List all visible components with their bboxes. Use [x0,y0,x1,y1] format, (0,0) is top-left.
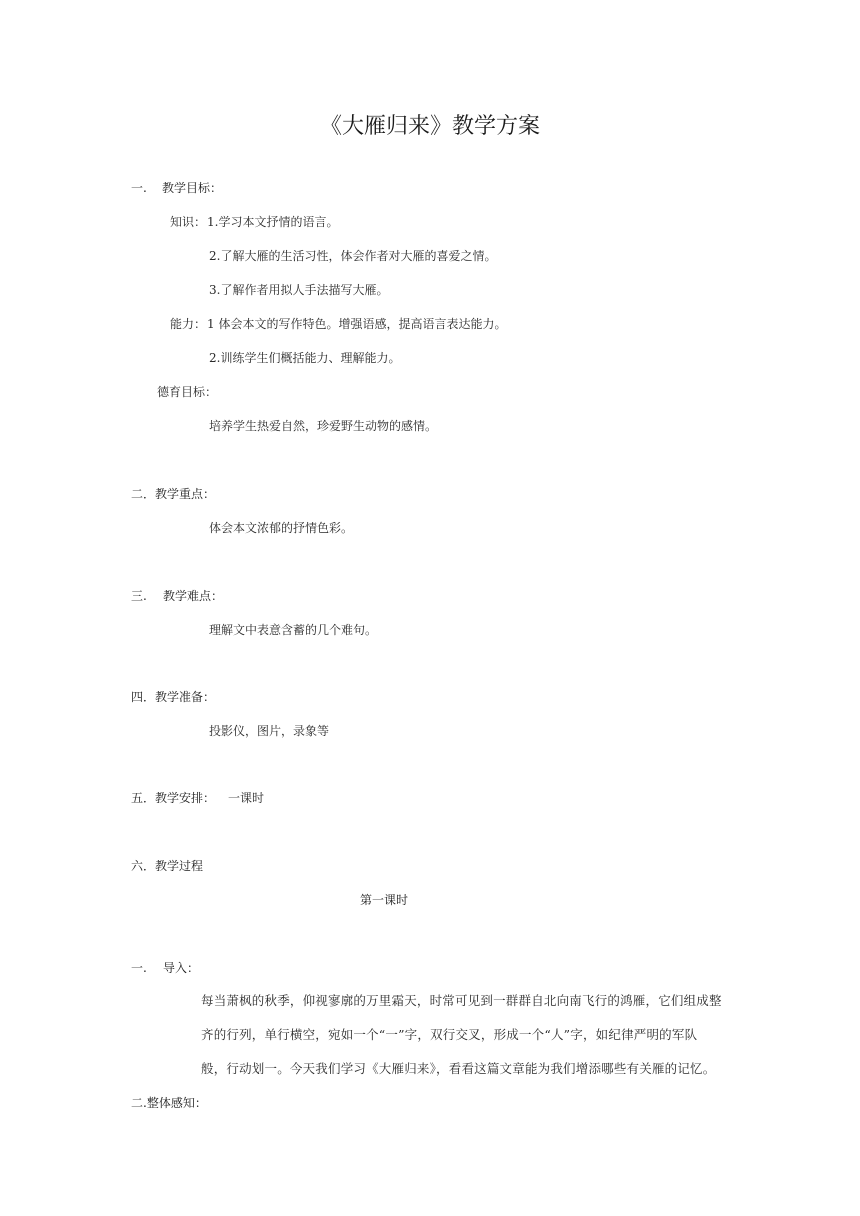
section-6-heading: 六．教学过程 [131,859,204,873]
part-1-line-3: 般，行动划一。今天我们学习《大雁归来》，看看这篇文章能为我们增添哪些有关雁的记忆。 [201,1061,716,1076]
part-1-heading: 导入： [163,961,200,975]
section-3-heading: 教学难点： [163,589,224,603]
ability-label: 能力： [170,317,207,331]
part-1-number: 一. [131,961,147,975]
section-3-number: 三. [131,589,147,603]
section-5-heading: 五．教学安排： [131,791,216,805]
section-1-heading: 教学目标： [162,181,223,195]
moral-text: 培养学生热爱自然，珍爱野生动物的感情。 [209,419,438,433]
knowledge-item-2: 2.了解大雁的生活习性，体会作者对大雁的喜爱之情。 [209,249,497,263]
section-4-heading: 四．教学准备： [131,690,216,704]
lesson-title: 第一课时 [359,893,408,907]
knowledge-item-1: 1.学习本文抒情的语言。 [207,215,339,229]
section-3-text: 理解文中表意含蓄的几个难句。 [209,623,378,637]
knowledge-label: 知识： [170,215,207,229]
ability-item-2: 2.训练学生们概括能力、理解能力。 [209,351,401,365]
section-5-value: 一课时 [228,791,265,805]
part-1-line-1: 每当萧枫的秋季，仰视寥廓的万里霜天，时常可见到一群群自北向南飞行的鸿雁，它们组成整 [201,993,722,1008]
ability-item-1: 1 体会本文的写作特色。增强语感，提高语言表达能力。 [207,317,507,331]
section-1-number: 一. [131,181,147,195]
part-1-line-2: 齐的行列，单行横空，宛如一个“一”字，双行交叉，形成一个“人”字，如纪律严明的军队 [201,1027,698,1042]
moral-label: 德育目标： [157,385,218,399]
section-4-text: 投影仪，图片，录象等 [209,724,330,738]
part-2-heading: 二.整体感知： [131,1096,207,1110]
document-title: 《大雁归来》教学方案 [319,114,540,139]
section-2-text: 体会本文浓郁的抒情色彩。 [209,521,354,535]
knowledge-item-3: 3.了解作者用拟人手法描写大雁。 [209,283,389,297]
section-2-heading: 二．教学重点： [131,487,216,501]
